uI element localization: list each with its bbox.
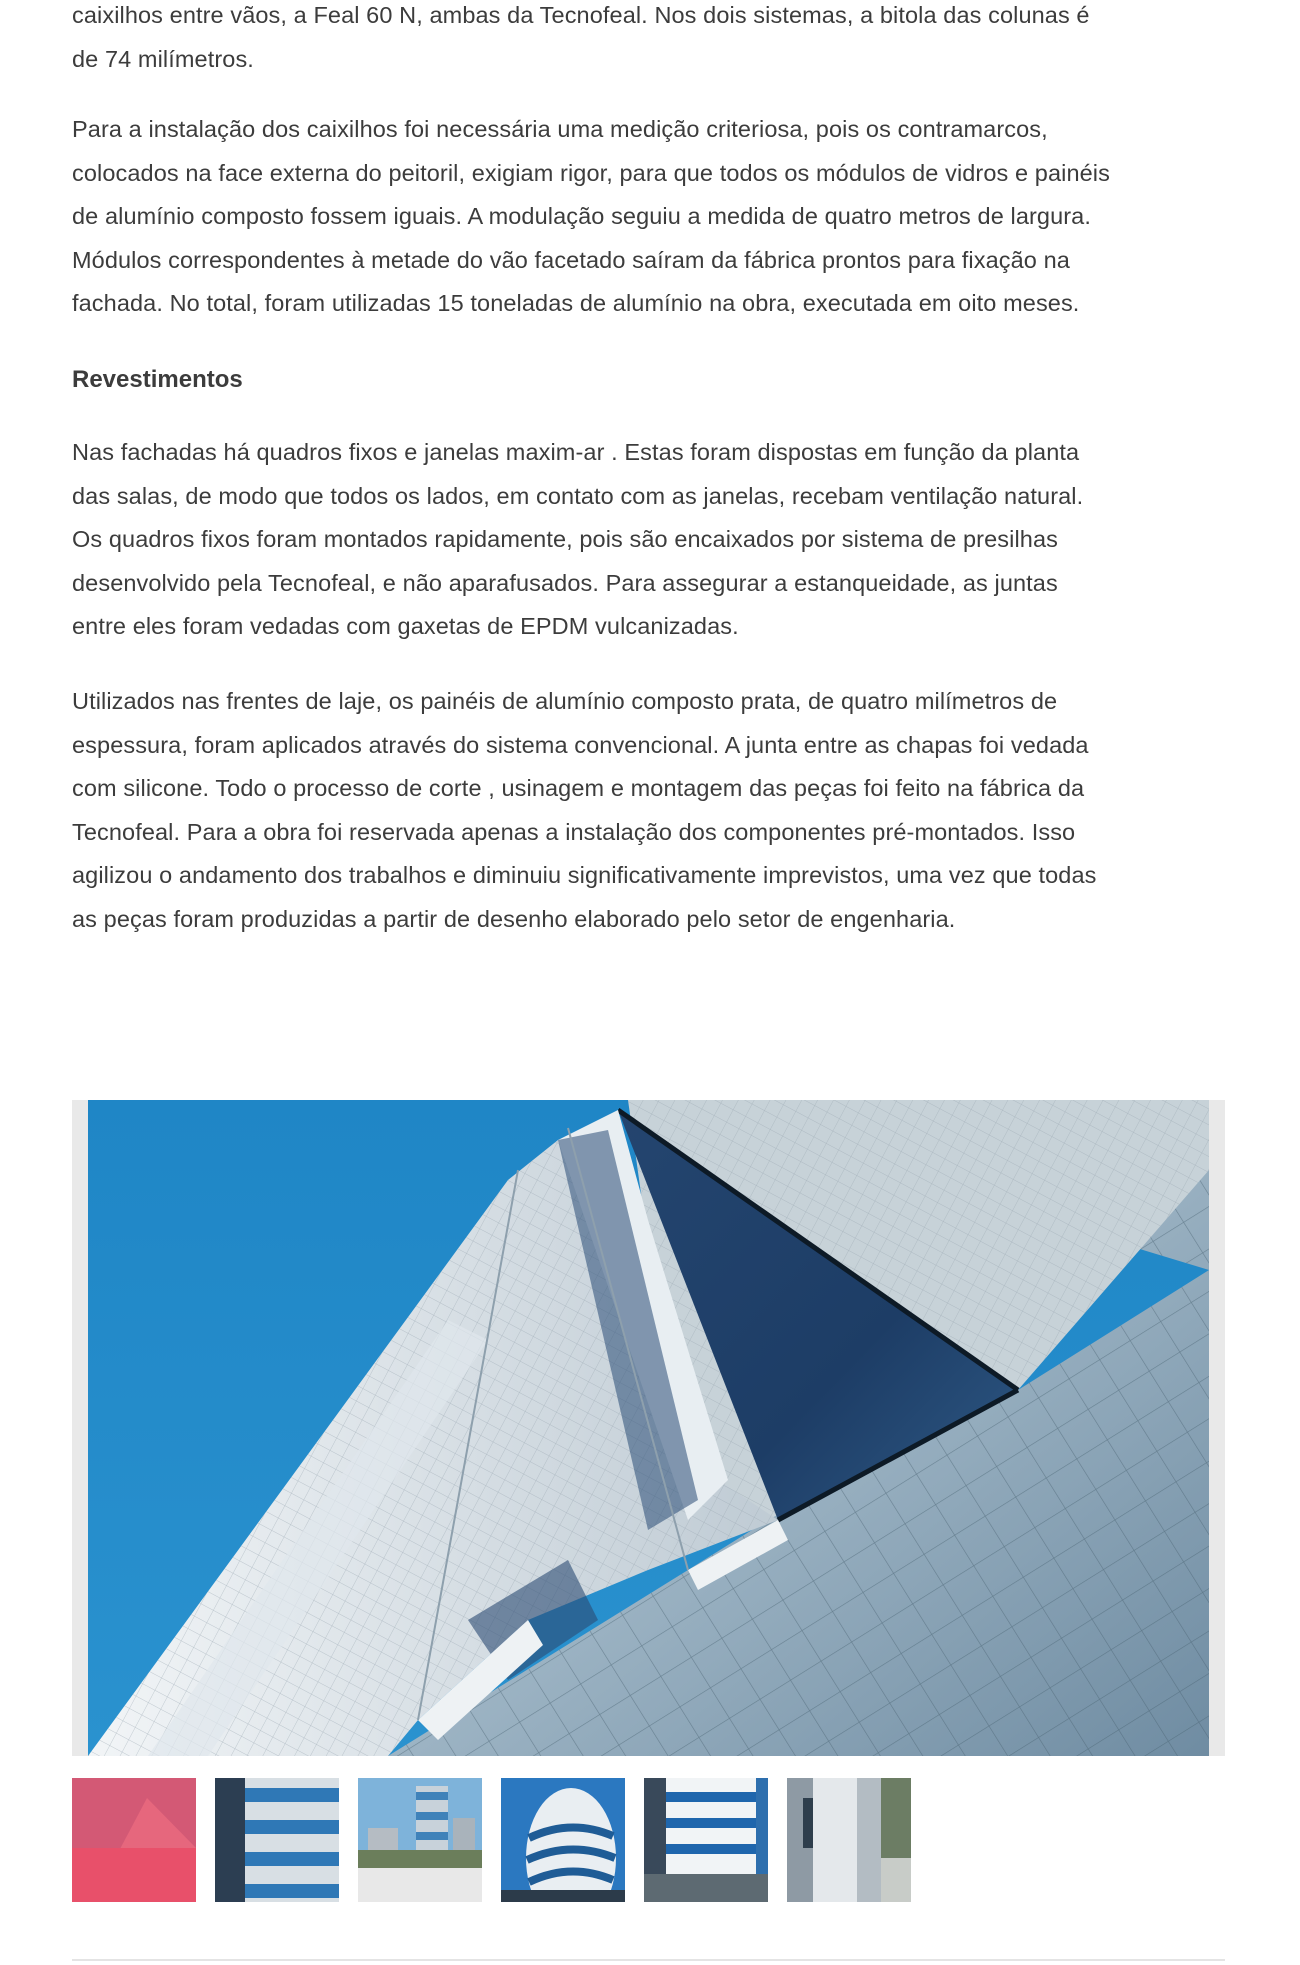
gallery-thumbnail[interactable] [501,1778,625,1902]
divider [72,1959,1225,1961]
thumbnail-image [215,1778,339,1902]
thumbnail-image [358,1778,482,1902]
paragraph-line: das salas, de modo que todos os lados, em contato com as janelas, recebam ventilação natural. [72,482,1084,509]
paragraph-line: as peças foram produzidas a partir de desenho elaborado pelo setor de engenharia. [72,905,956,932]
paragraph-line: entre eles foram vedadas com gaxetas de EPDM vulcanizadas. [72,613,739,640]
gallery-thumbnail[interactable] [358,1778,482,1902]
paragraph-line: desenvolvido pela Tecnofeal, e não aparafusados. Para assegurar a estanqueidade, as juntas [72,569,1058,596]
paragraph-line: Nas fachadas há quadros fixos e janelas maxim-ar . Estas foram dispostas em função da planta [72,439,1080,465]
building-facade-photo [88,1100,1209,1756]
gallery-thumbnail[interactable] [72,1778,196,1902]
paragraph-line: colocados na face externa do peitoril, exigiam rigor, para que todos os módulos de vidros e painéis [72,159,1110,186]
paragraph-line: de alumínio composto fossem iguais. A modulação seguiu a medida de quatro metros de largura. [72,203,1091,230]
thumbnail-image [644,1778,768,1902]
thumbnail-image [72,1778,196,1902]
paragraph-line: caixilhos entre vãos, a Feal 60 N, ambas da Tecnofeal. Nos dois sistemas, a bitola das colunas é [72,2,1090,28]
paragraph-line: espessura, foram aplicados através do sistema convencional. A junta entre as chapas foi vedada [72,731,1089,758]
paragraph-line: Utilizados nas frentes de laje, os painéis de alumínio composto prata, de quatro milímetros de [72,688,1058,714]
gallery-main-photo[interactable] [88,1100,1209,1756]
paragraph-line: com silicone. Todo o processo de corte , usinagem e montagem das peças foi feito na fábrica da [72,775,1085,802]
paragraph-line: Para a instalação dos caixilhos foi necessária uma medição criteriosa, pois os contramarcos, [72,116,1048,142]
paragraph [72,431,1232,649]
paragraph-line: de 74 milímetros. [72,45,254,72]
paragraph-line: fachada. No total, foram utilizadas 15 toneladas de alumínio na obra, executada em oito meses. [72,290,1080,317]
photo-gallery [72,1100,1225,1756]
thumbnail-image [501,1778,625,1902]
paragraph-line: Módulos correspondentes à metade do vão facetado saíram da fábrica prontos para fixação na [72,246,1070,273]
paragraph [72,108,1232,326]
paragraph [72,0,1232,81]
paragraph [72,680,1232,942]
paragraph-line: Tecnofeal. Para a obra foi reservada apenas a instalação dos componentes pré-montados. Isso [72,818,1076,845]
gallery-thumbnail[interactable] [644,1778,768,1902]
thumbnail-image [787,1778,911,1902]
section-heading: Revestimentos [72,366,243,393]
gallery-thumbnail[interactable] [215,1778,339,1902]
paragraph-line: Os quadros fixos foram montados rapidamente, pois são encaixados por sistema de presilhas [72,526,1058,553]
gallery-thumbnail[interactable] [787,1778,911,1902]
paragraph-line: agilizou o andamento dos trabalhos e diminuiu significativamente imprevistos, uma vez que todas [72,862,1097,889]
